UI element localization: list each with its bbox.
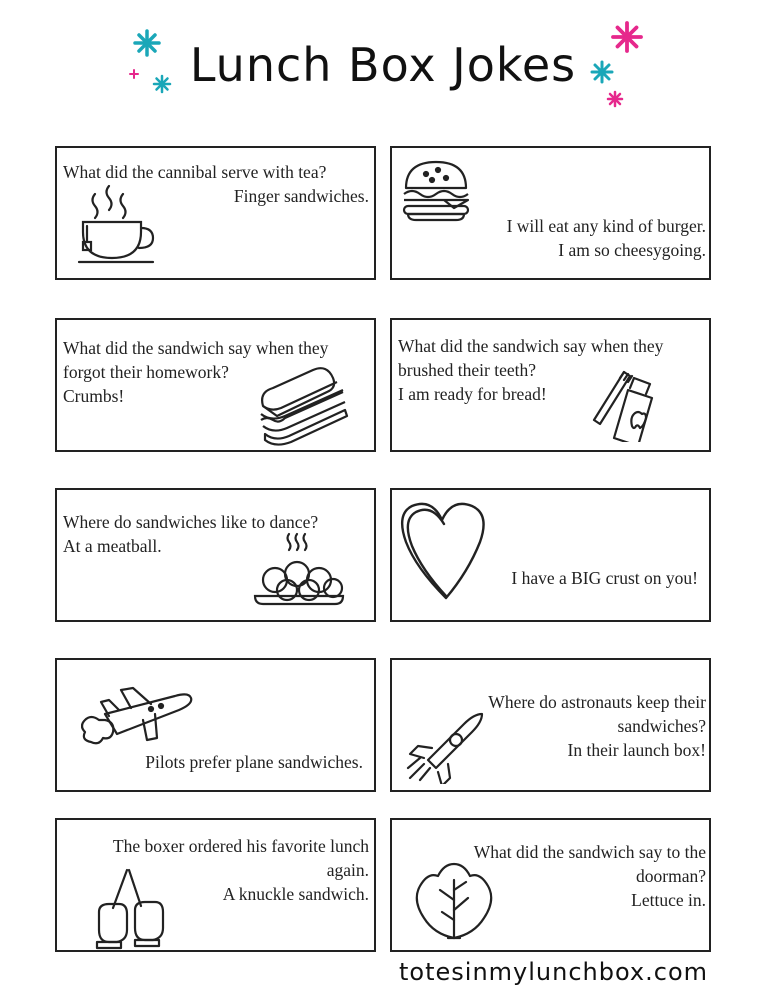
- joke-line: In their launch box!: [567, 740, 706, 760]
- teal-star-icon: [132, 28, 162, 58]
- joke-text: [402, 566, 698, 590]
- airplane-icon: [81, 684, 193, 746]
- teacup-icon: [75, 182, 159, 268]
- lettuce-icon: [414, 860, 494, 942]
- joke-line: Pilots prefer plane sandwiches.: [145, 752, 363, 772]
- sandwich-icon: [255, 364, 351, 448]
- joke-card-tea: [55, 146, 376, 280]
- tiny-pink-star-icon: [128, 68, 140, 80]
- joke-line: What did the cannibal serve with tea?: [63, 162, 327, 182]
- joke-card-boxer: [55, 818, 376, 952]
- joke-line: Lettuce in.: [631, 890, 706, 910]
- joke-card-plane: [55, 658, 376, 792]
- meatballs-icon: [253, 532, 345, 608]
- rocket-icon: [404, 712, 484, 784]
- page-title: Lunch Box Jokes: [189, 38, 577, 92]
- joke-card-meatball: [55, 488, 376, 622]
- joke-card-rocket: [390, 658, 711, 792]
- joke-line: forgot their homework?: [63, 362, 229, 382]
- toothbrush-icon: [590, 366, 662, 442]
- joke-line: I have a BIG crust on you!: [511, 568, 698, 588]
- joke-line: A knuckle sandwich.: [222, 884, 369, 904]
- joke-line: sandwiches?: [617, 716, 706, 736]
- joke-line: What did the sandwich say when they: [63, 338, 329, 358]
- joke-line: again.: [326, 860, 369, 880]
- joke-card-teeth: [390, 318, 711, 452]
- joke-line: I will eat any kind of burger.: [506, 216, 706, 236]
- joke-card-homework: [55, 318, 376, 452]
- joke-line: At a meatball.: [63, 536, 162, 556]
- small-pink-star-icon: [606, 90, 624, 108]
- joke-line: What did the sandwich say when they: [398, 336, 664, 356]
- joke-text: [67, 750, 363, 774]
- joke-line: The boxer ordered his favorite lunch: [112, 836, 369, 856]
- joke-text: [402, 214, 706, 262]
- joke-line: Finger sandwiches.: [233, 186, 369, 206]
- joke-card-lettuce: [390, 818, 711, 952]
- small-teal-star-icon: [152, 74, 172, 94]
- boxing-gloves-icon: [89, 868, 169, 950]
- joke-card-burger: [390, 146, 711, 280]
- footer-website: totesinmylunchbox.com: [399, 958, 708, 986]
- joke-line: doorman?: [636, 866, 706, 886]
- joke-line: Crumbs!: [63, 386, 125, 406]
- pink-star-icon: [610, 20, 644, 54]
- joke-line: What did the sandwich say to the: [473, 842, 706, 862]
- joke-line: I am ready for bread!: [398, 384, 547, 404]
- joke-line: I am so cheesygoing.: [558, 240, 706, 260]
- joke-line: brushed their teeth?: [398, 360, 537, 380]
- joke-card-heart: [390, 488, 711, 622]
- joke-line: Where do sandwiches like to dance?: [63, 512, 319, 532]
- teal-star-right-icon: [590, 60, 614, 84]
- joke-line: Where do astronauts keep their: [488, 692, 706, 712]
